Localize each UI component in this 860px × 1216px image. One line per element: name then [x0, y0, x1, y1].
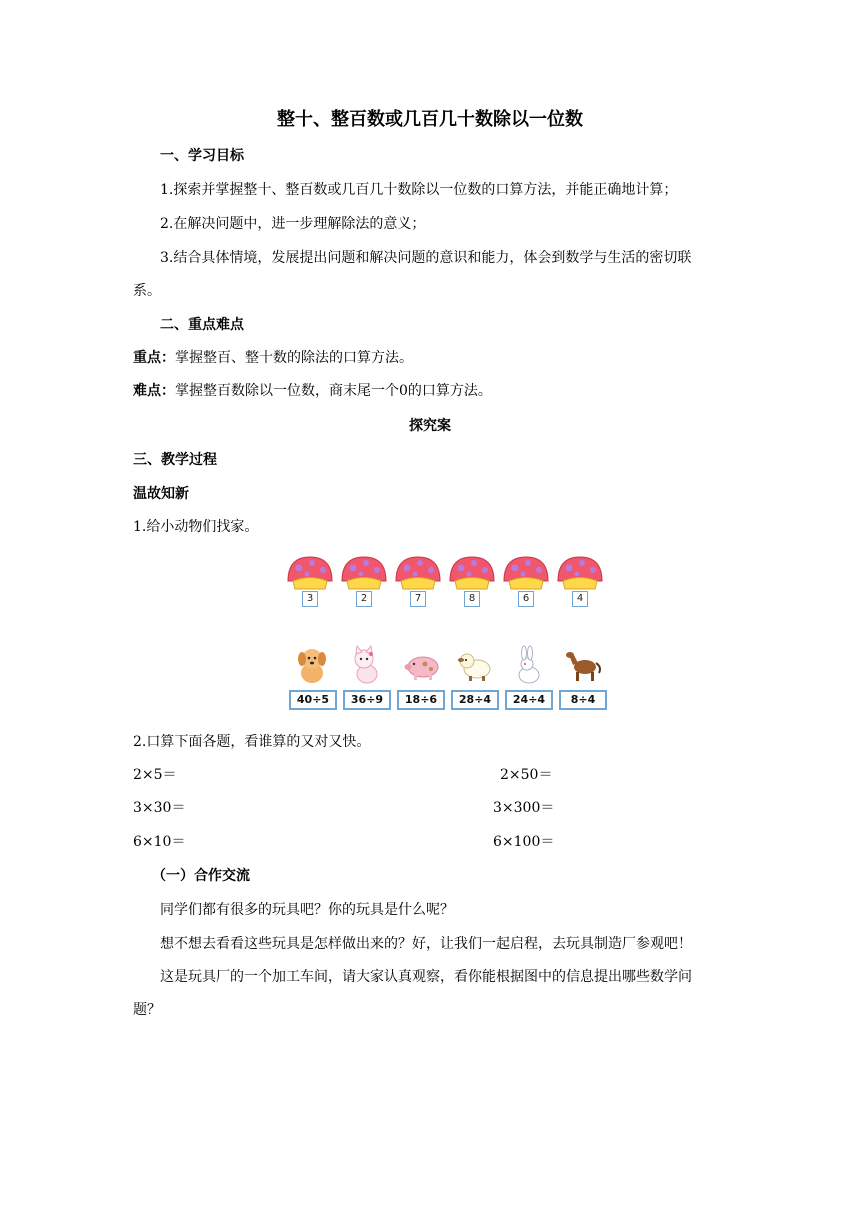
- goal-item-3: 3.结合具体情境，发展提出问题和解决问题的意识和能力，体会到数学与生活的密切联: [160, 250, 692, 266]
- house-number: 2: [356, 591, 372, 607]
- animal-cards: [285, 645, 615, 711]
- mushroom-icon: [555, 555, 605, 595]
- mushroom-house: [555, 555, 605, 611]
- paragraph-1: 同学们都有很多的玩具吧？你的玩具是什么呢？: [160, 902, 454, 918]
- mushroom-house: [501, 555, 551, 611]
- key-point-label: 重点：: [133, 350, 175, 366]
- mushroom-house: [285, 555, 335, 611]
- house-number: 8: [464, 591, 480, 607]
- paragraph-3-cont: 题？: [133, 1002, 161, 1018]
- division-expression: 8÷4: [559, 690, 607, 710]
- difficult-point-label: 难点：: [133, 383, 175, 399]
- difficult-point-text: 掌握整百数除以一位数，商末尾一个0的口算方法。: [175, 383, 492, 399]
- goal-item-2: 2.在解决问题中，进一步理解除法的意义；: [160, 216, 426, 232]
- mushroom-house: [393, 555, 443, 611]
- division-expression: 36÷9: [343, 690, 391, 710]
- mushroom-house: [339, 555, 389, 611]
- house-number: 7: [410, 591, 426, 607]
- review-heading: 温故知新: [133, 486, 189, 502]
- cat-icon: [349, 645, 383, 685]
- mushroom-icon: [447, 555, 497, 595]
- coop-heading: （一）合作交流: [152, 868, 250, 884]
- calc-right-3: 6×100＝: [493, 834, 555, 850]
- horse-icon: [565, 645, 603, 685]
- calc-right-1: 2×50＝: [500, 767, 553, 783]
- calc-right-2: 3×300＝: [493, 800, 555, 816]
- mushroom-icon: [339, 555, 389, 595]
- question-2: 2.口算下面各题，看谁算的又对又快。: [133, 734, 371, 750]
- mushroom-house: [447, 555, 497, 611]
- key-point-text: 掌握整百、整十数的除法的口算方法。: [175, 350, 413, 366]
- calc-left-1: 2×5＝: [133, 767, 177, 783]
- mushroom-icon: [501, 555, 551, 595]
- animal-card: [559, 645, 609, 711]
- section-heading-goals: 一、学习目标: [160, 148, 244, 164]
- rabbit-icon: [511, 645, 545, 685]
- animal-card: [451, 645, 501, 711]
- paragraph-3: 这是玩具厂的一个加工车间，请大家认真观察，看你能根据图中的信息提出哪些数学问: [160, 969, 692, 985]
- page-title: 整十、整百数或几百几十数除以一位数: [277, 109, 583, 130]
- house-number: 6: [518, 591, 534, 607]
- animal-card: [505, 645, 555, 711]
- mushroom-icon: [285, 555, 335, 595]
- pig-icon: [403, 645, 441, 685]
- division-expression: 28÷4: [451, 690, 499, 710]
- animal-card: [343, 645, 393, 711]
- explore-title: 探究案: [409, 418, 451, 434]
- animal-card: [397, 645, 447, 711]
- calc-left-2: 3×30＝: [133, 800, 186, 816]
- sheep-icon: [457, 645, 493, 685]
- difficult-point: [133, 381, 492, 401]
- division-expression: 24÷4: [505, 690, 553, 710]
- division-expression: 18÷6: [397, 690, 445, 710]
- goal-item-1: 1.探索并掌握整十、整百数或几百几十数除以一位数的口算方法，并能正确地计算；: [160, 182, 678, 198]
- goal-item-3-cont: 系。: [133, 283, 161, 299]
- house-number: 4: [572, 591, 588, 607]
- key-point: [133, 348, 413, 368]
- section-heading-process: 三、教学过程: [133, 452, 217, 468]
- calc-left-3: 6×10＝: [133, 834, 186, 850]
- division-expression: 40÷5: [289, 690, 337, 710]
- mushroom-houses: [285, 555, 605, 611]
- house-number: 3: [302, 591, 318, 607]
- animal-card: [289, 645, 339, 711]
- dog-icon: [295, 645, 329, 685]
- mushroom-icon: [393, 555, 443, 595]
- section-heading-keypoints: 二、重点难点: [160, 317, 244, 333]
- question-1: 1.给小动物们找家。: [133, 519, 259, 535]
- paragraph-2: 想不想去看看这些玩具是怎样做出来的？好，让我们一起启程，去玩具制造厂参观吧！: [160, 936, 692, 952]
